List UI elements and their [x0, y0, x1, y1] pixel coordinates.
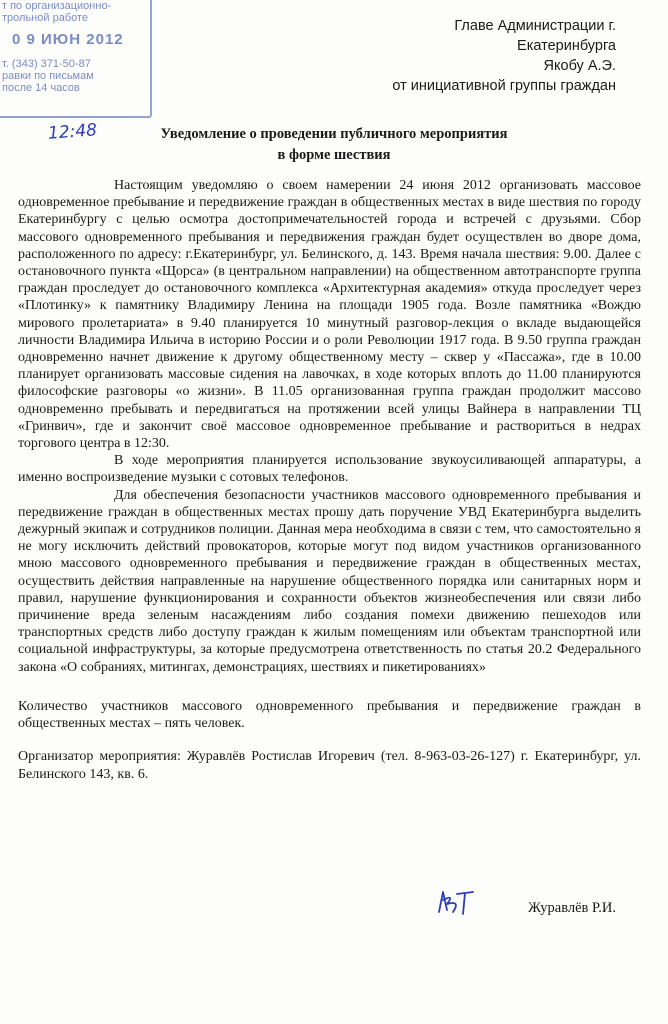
title-line-2: в форме шествия	[277, 147, 391, 163]
paragraph-participants: Количество участников массового одновременного пребывания и передвижение граждан в общественных местах – пять человек.	[18, 698, 641, 732]
addressee-block	[392, 16, 616, 96]
paragraph-security: Для обеспечения безопасности участников массового одновременного пребывания и передвижение граждан в общественных местах прошу дать поручение УВД Екатеринбурга выделить дежурный экипаж и сотрудников полиции. Данная мера необходима в связи с тем, что самостоятельно я не могу исключить действий провокаторов, которые могут под видом участников организованного мною массового одновременного пребывания и передвижение граждан в общественных местах, осуществить действия направленные на нарушение общественного порядка или санитарных норм и правил, нарушение функционирования и сохранности объектов жизнеобеспечения или связи либо причинение вреда зеленым насаждениям либо создания помехи движению пешеходов или транспортных средств либо доступу граждан к жилым помещениям или объектам транспортной или социальной инфраструктуры, за которые предусмотрена ответственность по статья 20.2 Федерального закона «О собраниях, митингах, демонстрациях, шествиях и пикетированиях»	[18, 487, 641, 675]
addressee-line-4: от инициативной группы граждан	[392, 78, 616, 94]
paragraph-organizer: Организатор мероприятия: Журавлёв Ростислав Игоревич (тел. 8-963-03-26-127) г. Екатеринбург, ул. Белинского 143, кв. 6.	[18, 749, 641, 782]
stamp-line-4: равки по письмам	[2, 70, 94, 82]
stamp-line-3: т. (343) 371-50-87	[2, 58, 91, 70]
stamp-line-5: после 14 часов	[2, 82, 80, 94]
addressee-line-1: Главе Администрации г.	[454, 18, 616, 34]
signature-icon	[433, 886, 485, 918]
paragraph-notice: Настоящим уведомляю о своем намерении 24 июня 2012 организовать массовое одновременное пребывание и передвижение граждан в общественных местах в виде шествия по городу Екатеринбургу с целью осмотра достопримечательностей города и встречей с друзьями. Сбор массового одновременного пребывания и передвижения граждан будет осуществлен во дворе дома, расположенного по адресу: г.Екатеринбург, ул. Белинского, д. 143. Время начала шествия: 9.00. Далее с остановочного пункта «Щорса» (в центральном направлении) на общественном автотранспорте группа граждан проследует до остановочного комплекса «Архитектурная академия» откуда проследует через «Плотинку» к памятнику Владимиру Ленина на площади 1905 года. Возле памятника «Вождю мирового пролетариата» в 9.40 планируется 10 минутный разговор-лекция о вкладе выдающейся личности Владимира Ильича в историю России и о роли Революции 1917 года. В 9.50 группа граждан одновременно начнет движение к другому общественному месту – сквер у «Пассажа», где в 10.00 планирует организовать массовые сидения на лавочках, в ходе которых вплоть до 11.00 планируются философские разговоры «о жизни». В 11.05 организованная группа граждан продолжит массово одновременно пребывать и передвигаться на протяжении всей улицы Вайнера в направлении ТЦ «Гринвич», где и закончит своё массовое одновременное пребывание и раствориться в недрах торгового центра в 12:30.	[18, 178, 641, 452]
handwritten-time: 12:48	[47, 120, 98, 144]
addressee-line-3: Якобу А.Э.	[543, 58, 616, 74]
document-title	[0, 124, 668, 166]
stamp-line-1: т по организационно-	[2, 0, 112, 12]
title-line-1: Уведомление о проведении публичного мероприятия	[160, 126, 508, 142]
addressee-line-2: Екатеринбурга	[517, 38, 616, 54]
registration-stamp	[0, 0, 152, 118]
paragraph-equipment: В ходе мероприятия планируется использование звукоусиливающей аппаратуры, а именно воспроизведение музыки с сотовых телефонов.	[18, 453, 641, 486]
stamp-date: 0 9 ИЮН 2012	[12, 34, 124, 46]
stamp-line-2: трольной работе	[2, 12, 89, 24]
signature-name: Журавлёв Р.И.	[528, 900, 616, 916]
document-body	[18, 177, 641, 783]
